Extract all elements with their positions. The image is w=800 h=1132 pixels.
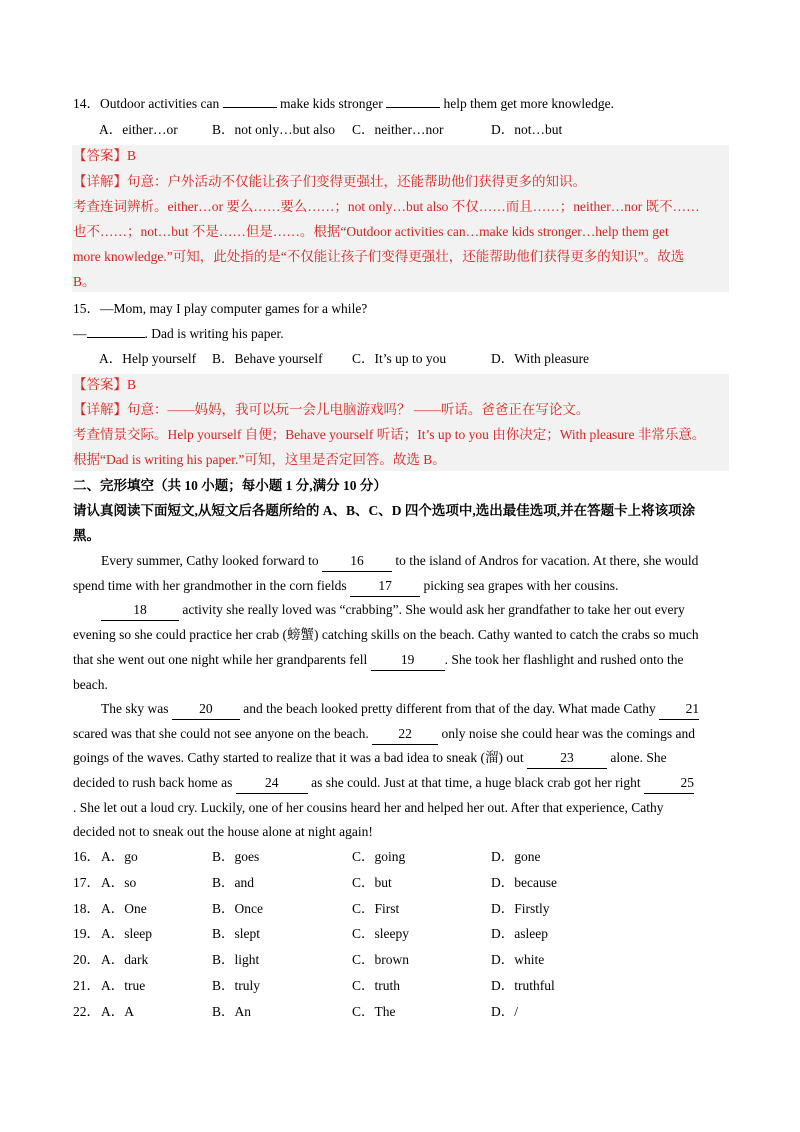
choice-option-b: B．slept xyxy=(212,926,261,942)
q15-answer: 【答案】B xyxy=(73,377,137,392)
q14-option-d: D．not…but xyxy=(491,122,563,137)
choice-option-a: A．A xyxy=(101,1003,134,1019)
q14-stem-part-1: 14．Outdoor activities can xyxy=(73,96,220,111)
text-segment: decided to rush back home as xyxy=(73,775,233,790)
passage-line-12: decided not to sneak out the house alone at night again! xyxy=(73,824,373,839)
text-segment: scared was that she could not see anyone on the beach. xyxy=(73,726,369,741)
text-segment: . She took her flashlight and rushed onto the xyxy=(444,652,684,667)
choice-option-d: D．Firstly xyxy=(491,900,550,916)
q14-option-a: A．either…or xyxy=(99,122,178,137)
text-segment: to the island of Andros for vacation. At there, she would xyxy=(395,553,699,568)
q15-dash: — xyxy=(73,326,87,341)
choice-option-c: C．The xyxy=(352,1003,396,1019)
section-instruction-line-2: 黑。 xyxy=(73,528,100,543)
choice-option-b: B．and xyxy=(212,874,254,890)
choice-option-c: C．brown xyxy=(352,952,409,968)
choice-option-d: D．/ xyxy=(491,1003,518,1019)
q14-blank-1 xyxy=(223,95,277,108)
choice-number: 17． xyxy=(73,874,100,890)
choice-option-d: D．asleep xyxy=(491,926,548,942)
text-segment: and the beach looked pretty different from that of the day. What made Cathy xyxy=(243,701,656,716)
q15-option-b: B．Behave yourself xyxy=(212,351,323,366)
blank-25: 25 xyxy=(644,773,694,794)
q14-detail-line-3: 也不……；not…but 不是……但是……。根据“Outdoor activities can…make kids stronger…help them get xyxy=(73,224,669,239)
choice-option-a: A．One xyxy=(101,900,147,916)
q15-detail-line-1: 【详解】句意：——妈妈，我可以玩一会儿电脑游戏吗？ ——听话。爸爸正在写论文。 xyxy=(73,402,590,417)
passage-line-7 xyxy=(101,699,699,720)
blank-22: 22 xyxy=(372,724,438,745)
q14-detail-line-1: 【详解】句意：户外活动不仅能让孩子们变得更强壮，还能帮助他们获得更多的知识。 xyxy=(73,174,586,189)
q14-option-c: C．neither…nor xyxy=(352,122,444,137)
q15-option-c: C．It’s up to you xyxy=(352,351,447,366)
choice-number: 16． xyxy=(73,849,100,864)
text-segment: only noise she could hear was the comings and xyxy=(441,726,695,741)
text-segment: picking sea grapes with her cousins. xyxy=(423,578,619,593)
passage-line-5 xyxy=(73,650,684,671)
blank-20: 20 xyxy=(172,699,240,720)
text-segment: activity she really loved was “crabbing”. She would ask her grandfather to take her out every xyxy=(182,602,685,617)
passage-line-4: evening so she could practice her crab (螃蟹) catching skills on the beach. Cathy wanted to catch the crabs so much xyxy=(73,627,699,642)
choice-option-a: A．sleep xyxy=(101,926,152,942)
choice-option-c: C．First xyxy=(352,900,400,916)
q14-answer-box xyxy=(72,145,729,292)
choice-option-a: A．go xyxy=(101,849,138,864)
passage-line-9 xyxy=(73,748,667,769)
text-segment: spend time with her grandmother in the corn fields xyxy=(73,578,347,593)
choice-option-b: B．goes xyxy=(212,849,260,864)
text-segment: that she went out one night while her grandparents fell xyxy=(73,652,368,667)
q15-option-a: A．Help yourself xyxy=(99,351,197,366)
choice-option-c: C．going xyxy=(352,849,406,864)
choice-option-b: B．truly xyxy=(212,978,261,993)
blank-21: 21 xyxy=(659,699,699,720)
choice-option-c: C．but xyxy=(352,874,392,890)
blank-18: 18 xyxy=(101,600,179,621)
choice-option-a: A．so xyxy=(101,874,137,890)
passage-line-2 xyxy=(73,576,618,597)
text-segment: goings of the waves. Cathy started to realize that it was a bad idea to sneak (溜) out xyxy=(73,750,524,765)
q15-detail-line-2: 考查情景交际。Help yourself 自便；Behave yourself 听话；It’s up to you 由你决定；With pleasure 非常乐意。 xyxy=(73,427,706,442)
text-segment: as she could. Just at that time, a huge black crab got her right xyxy=(311,775,641,790)
q14-detail-line-4: more knowledge.”可知，此处指的是“不仅能让孩子们变得更强壮，还能帮助他们获得更多的知识”。故选 xyxy=(73,249,685,264)
text-segment: Every summer, Cathy looked forward to xyxy=(101,553,319,568)
passage-line-8 xyxy=(73,724,695,745)
choice-number: 22． xyxy=(73,1003,100,1019)
blank-17: 17 xyxy=(350,576,420,597)
choice-number: 19． xyxy=(73,926,100,942)
text-segment: The sky was xyxy=(101,701,169,716)
choice-option-a: A．dark xyxy=(101,952,149,968)
q15-blank xyxy=(87,325,145,338)
passage-line-11: . She let out a loud cry. Luckily, one of her cousins heard her and helped her out. After that experience, Cathy xyxy=(73,800,664,815)
q14-stem-part-2: make kids stronger xyxy=(279,96,383,111)
choice-option-d: D．gone xyxy=(491,849,541,864)
section-instruction-line-1: 请认真阅读下面短文,从短文后各题所给的 A、B、C、D 四个选项中,选出最佳选项,并在答题卡上将该项涂 xyxy=(73,503,696,518)
section-title: 二、完形填空（共 10 小题；每小题 1 分,满分 10 分） xyxy=(73,478,387,493)
blank-24: 24 xyxy=(236,773,308,794)
question-14-stem xyxy=(73,94,614,114)
q14-detail-line-5: B。 xyxy=(73,274,96,289)
choice-option-d: D．white xyxy=(491,952,545,968)
blank-23: 23 xyxy=(527,748,607,769)
choice-number: 21． xyxy=(73,978,100,993)
q14-option-b: B．not only…but also xyxy=(212,122,336,137)
blank-19: 19 xyxy=(371,650,445,671)
q15-option-d: D．With pleasure xyxy=(491,351,590,366)
question-15-reply xyxy=(73,324,284,344)
choice-number: 20． xyxy=(73,952,100,968)
choice-option-b: B．Once xyxy=(212,900,263,916)
q14-stem-part-3: help them get more knowledge. xyxy=(443,96,615,111)
q14-answer: 【答案】B xyxy=(73,148,137,163)
q15-stem-part-2: . Dad is writing his paper. xyxy=(144,326,284,341)
passage-line-6: beach. xyxy=(73,677,108,692)
passage-line-10 xyxy=(73,773,694,794)
q15-detail-line-3: 根据“Dad is writing his paper.”可知，这里是否定回答。故选 B。 xyxy=(73,452,446,467)
blank-16: 16 xyxy=(322,551,392,572)
choice-option-b: B．An xyxy=(212,1003,252,1019)
choice-option-c: C．truth xyxy=(352,978,401,993)
q14-blank-2 xyxy=(386,95,440,108)
passage-line-1 xyxy=(101,551,698,572)
q14-detail-line-2: 考查连词辨析。either…or 要么……要么……；not only…but also 不仅……而且……；neither…nor 既不…… xyxy=(73,199,700,214)
choice-option-b: B．light xyxy=(212,952,260,968)
choice-option-d: D．truthful xyxy=(491,978,555,993)
passage-line-3 xyxy=(101,600,685,621)
choice-number: 18． xyxy=(73,900,100,916)
choice-option-a: A．true xyxy=(101,978,146,993)
text-segment: alone. She xyxy=(610,750,667,765)
choice-option-d: D．because xyxy=(491,874,557,890)
question-15-stem: 15．—Mom, may I play computer games for a while? xyxy=(73,301,368,316)
choice-option-c: C．sleepy xyxy=(352,926,409,942)
